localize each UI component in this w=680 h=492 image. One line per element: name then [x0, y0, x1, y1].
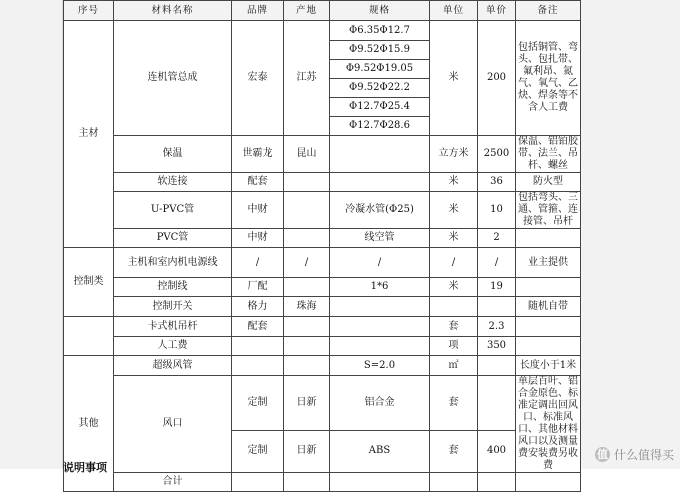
table-row: [64, 278, 581, 297]
brand-cell: 厂配: [232, 278, 284, 297]
brand-cell: 中财: [232, 192, 284, 229]
header-cell: 单位: [430, 1, 478, 21]
unit-cell: /: [430, 248, 478, 278]
watermark: [595, 446, 674, 463]
table-row: [64, 136, 581, 173]
price-cell: 350: [478, 337, 516, 356]
material-name: 主机和室内机电源线: [114, 248, 232, 278]
header-cell: 材料名称: [114, 1, 232, 21]
table-row: [64, 376, 581, 431]
spec-cell: [330, 136, 430, 173]
header-cell: 产地: [284, 1, 330, 21]
price-cell: [478, 473, 516, 492]
origin-cell: [284, 317, 330, 337]
unit-cell: 米: [430, 192, 478, 229]
category-cell: [64, 317, 114, 356]
viewer-left-margin: [0, 0, 63, 469]
spec-cell: Φ9.52Φ19.05: [330, 60, 430, 79]
material-name: 控制开关: [114, 297, 232, 317]
unit-cell: [430, 473, 478, 492]
origin-cell: [284, 473, 330, 492]
price-cell: 2.3: [478, 317, 516, 337]
note-cell: 随机自带: [516, 297, 581, 317]
header-row: [64, 1, 581, 21]
spec-cell: Φ12.7Φ25.4: [330, 98, 430, 117]
brand-cell: 格力: [232, 297, 284, 317]
spec-cell: 线空管: [330, 229, 430, 248]
price-cell: /: [478, 248, 516, 278]
unit-cell: 项: [430, 337, 478, 356]
material-name: PVC管: [114, 229, 232, 248]
spec-cell: ABS: [330, 430, 430, 472]
brand-cell: 宏泰: [232, 21, 284, 136]
watermark-badge-icon: 值: [596, 448, 608, 461]
note-cell: 业主提供: [516, 248, 581, 278]
material-name: 合计: [114, 473, 232, 492]
spec-cell: S=2.0: [330, 356, 430, 376]
origin-cell: [284, 229, 330, 248]
material-name: 控制线: [114, 278, 232, 297]
material-name: 超级风管: [114, 356, 232, 376]
origin-cell: 日新: [284, 430, 330, 472]
note-cell: [516, 278, 581, 297]
origin-cell: [284, 337, 330, 356]
spec-cell: [330, 317, 430, 337]
material-name: U-PVC管: [114, 192, 232, 229]
table-row: [64, 248, 581, 278]
brand-cell: 中财: [232, 229, 284, 248]
brand-cell: 配套: [232, 173, 284, 192]
unit-cell: 米: [430, 278, 478, 297]
note-cell: [516, 229, 581, 248]
viewer-right-margin: [579, 0, 680, 469]
unit-cell: ㎡: [430, 356, 478, 376]
spec-cell: Φ12.7Φ28.6: [330, 117, 430, 136]
unit-cell: 立方米: [430, 136, 478, 173]
brand-cell: 世霸龙: [232, 136, 284, 173]
price-cell: 2500: [478, 136, 516, 173]
table-row: [64, 297, 581, 317]
header-cell: 单价: [478, 1, 516, 21]
material-name: 连机管总成: [114, 21, 232, 136]
note-cell: 单层百叶、铝合金原色、标准定调出回风口、标准风口、其他材料风口以及测量费安装费另收费: [516, 376, 581, 473]
spec-cell: 冷凝水管(Φ25): [330, 192, 430, 229]
origin-cell: [284, 192, 330, 229]
material-name: 风口: [114, 376, 232, 473]
price-cell: 36: [478, 173, 516, 192]
category-cell: 其他: [64, 356, 114, 492]
header-cell: 序号: [64, 1, 114, 21]
spec-cell: [330, 173, 430, 192]
brand-cell: 配套: [232, 317, 284, 337]
origin-cell: 日新: [284, 376, 330, 431]
note-cell: [516, 317, 581, 337]
price-cell: 400: [478, 430, 516, 472]
price-sheet: [63, 0, 580, 487]
spec-cell: Φ9.52Φ22.2: [330, 79, 430, 98]
origin-cell: 珠海: [284, 297, 330, 317]
table-row: [64, 192, 581, 229]
price-cell: 10: [478, 192, 516, 229]
watermark-text: 什么值得买: [613, 448, 674, 462]
unit-cell: 套: [430, 317, 478, 337]
spec-cell: Φ9.52Φ15.9: [330, 41, 430, 60]
notes-heading: 说明事项: [63, 461, 107, 474]
material-name: 卡式机吊杆: [114, 317, 232, 337]
price-cell: [478, 376, 516, 431]
brand-cell: [232, 356, 284, 376]
unit-cell: 套: [430, 376, 478, 431]
header-cell: 品牌: [232, 1, 284, 21]
origin-cell: 昆山: [284, 136, 330, 173]
price-cell: [478, 297, 516, 317]
spec-cell: /: [330, 248, 430, 278]
header-cell: 规格: [330, 1, 430, 21]
brand-cell: [232, 337, 284, 356]
table-row: [64, 173, 581, 192]
origin-cell: [284, 278, 330, 297]
note-cell: 保温、铝铂胶带、法兰、吊杆、螺丝: [516, 136, 581, 173]
unit-cell: 米: [430, 173, 478, 192]
brand-cell: 定制: [232, 430, 284, 472]
total-row: [64, 473, 581, 492]
price-cell: [478, 356, 516, 376]
brand-cell: [232, 473, 284, 492]
note-cell: 包括铜管、弯头、包扎带、氟利昂、氮气、氧气、乙炔、焊条等不含人工费: [516, 21, 581, 136]
table-row: [64, 337, 581, 356]
unit-cell: [430, 297, 478, 317]
origin-cell: [284, 356, 330, 376]
brand-cell: /: [232, 248, 284, 278]
note-cell: 防火型: [516, 173, 581, 192]
table-row: [64, 229, 581, 248]
spec-cell: [330, 337, 430, 356]
note-cell: 包括弯头、三通、管箍、连接管、吊杆: [516, 192, 581, 229]
table-row: [64, 356, 581, 376]
price-cell: 2: [478, 229, 516, 248]
unit-cell: 米: [430, 21, 478, 136]
category-cell: 主材: [64, 21, 114, 248]
unit-cell: 套: [430, 430, 478, 472]
note-cell: [516, 337, 581, 356]
header-cell: 备注: [516, 1, 581, 21]
origin-cell: /: [284, 248, 330, 278]
materials-table: [63, 0, 581, 492]
origin-cell: 江苏: [284, 21, 330, 136]
unit-cell: 米: [430, 229, 478, 248]
material-name: 保温: [114, 136, 232, 173]
spec-cell: Φ6.35Φ12.7: [330, 21, 430, 41]
spec-cell: 1*6: [330, 278, 430, 297]
table-row: [64, 317, 581, 337]
category-cell: 控制类: [64, 248, 114, 317]
price-cell: 19: [478, 278, 516, 297]
brand-cell: 定制: [232, 376, 284, 431]
material-name: 人工费: [114, 337, 232, 356]
origin-cell: [284, 173, 330, 192]
spec-cell: [330, 297, 430, 317]
spec-cell: [330, 473, 430, 492]
spec-cell: 铝合金: [330, 376, 430, 431]
price-cell: 200: [478, 21, 516, 136]
material-name: 软连接: [114, 173, 232, 192]
table-row: [64, 21, 581, 41]
note-cell: [516, 473, 581, 492]
note-cell: 长度小于1米: [516, 356, 581, 376]
